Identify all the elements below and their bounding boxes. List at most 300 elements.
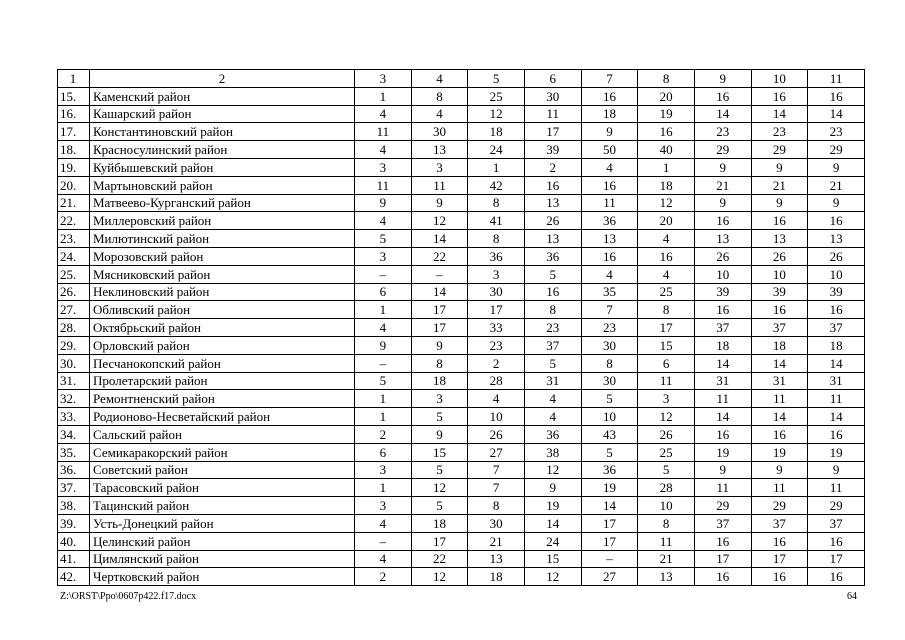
value-cell: 31 [694,372,751,390]
value-cell: 27 [468,443,525,461]
value-cell: 18 [468,123,525,141]
value-cell: 12 [411,212,468,230]
value-cell: 25 [638,283,695,301]
value-cell: 31 [808,372,865,390]
value-cell: 37 [808,319,865,337]
value-cell: 29 [808,497,865,515]
district-name-cell: Константиновский район [90,123,355,141]
row-number-cell: 20. [58,176,90,194]
table-row [58,479,865,497]
row-number-cell: 1 [58,70,90,88]
value-cell: 9 [411,336,468,354]
value-cell: 19 [638,105,695,123]
table-row [58,212,865,230]
value-cell: 13 [581,230,638,248]
value-cell: 5 [355,230,412,248]
value-cell: 17 [808,550,865,568]
value-cell: 39 [808,283,865,301]
value-cell: 14 [694,354,751,372]
value-cell: 17 [751,550,808,568]
value-cell: 19 [694,443,751,461]
value-cell: 19 [524,497,581,515]
value-cell: 4 [581,265,638,283]
value-cell: 26 [638,425,695,443]
district-name-cell: Ремонтненский район [90,390,355,408]
value-cell: 8 [638,70,695,88]
row-number-cell: 26. [58,283,90,301]
value-cell: 17 [411,301,468,319]
value-cell: 14 [694,408,751,426]
value-cell: 36 [581,212,638,230]
value-cell: 30 [581,372,638,390]
value-cell: 16 [581,176,638,194]
row-number-cell: 32. [58,390,90,408]
district-name-cell: Мартыновский район [90,176,355,194]
value-cell: 13 [524,230,581,248]
district-name-cell: 2 [90,70,355,88]
value-cell: 19 [808,443,865,461]
value-cell: 1 [355,390,412,408]
value-cell: 11 [751,479,808,497]
district-name-cell: Чертковский район [90,568,355,586]
value-cell: 9 [524,479,581,497]
value-cell: 42 [468,176,525,194]
row-number-cell: 21. [58,194,90,212]
value-cell: 16 [638,247,695,265]
row-number-cell: 15. [58,87,90,105]
row-number-cell: 35. [58,443,90,461]
value-cell: 8 [468,230,525,248]
table-row [58,230,865,248]
value-cell: 14 [581,497,638,515]
row-number-cell: 38. [58,497,90,515]
district-name-cell: Морозовский район [90,247,355,265]
row-number-cell: 16. [58,105,90,123]
value-cell: 11 [751,390,808,408]
value-cell: 26 [751,247,808,265]
value-cell: 8 [411,354,468,372]
value-cell: 29 [808,141,865,159]
value-cell: 21 [694,176,751,194]
value-cell: 36 [468,247,525,265]
value-cell: 18 [751,336,808,354]
value-cell: 17 [411,532,468,550]
value-cell: 10 [468,408,525,426]
value-cell: 18 [411,372,468,390]
row-number-cell: 24. [58,247,90,265]
value-cell: 23 [808,123,865,141]
value-cell: 5 [355,372,412,390]
value-cell: 10 [694,265,751,283]
table-row [58,408,865,426]
value-cell: 24 [468,141,525,159]
value-cell: 13 [524,194,581,212]
footer-page-number: 64 [847,591,857,602]
value-cell: 16 [581,87,638,105]
value-cell: 14 [751,105,808,123]
value-cell: 30 [468,514,525,532]
table-row [58,105,865,123]
value-cell: 30 [411,123,468,141]
table-row [58,247,865,265]
value-cell: 31 [524,372,581,390]
value-cell: 15 [638,336,695,354]
value-cell: 16 [808,87,865,105]
value-cell: 16 [638,123,695,141]
district-name-cell: Усть-Донецкий район [90,514,355,532]
value-cell: 1 [468,158,525,176]
value-cell: 12 [524,461,581,479]
district-name-cell: Куйбышевский район [90,158,355,176]
value-cell: 11 [808,390,865,408]
table-row [58,301,865,319]
value-cell: 12 [638,408,695,426]
table-row [58,497,865,515]
table-row [58,336,865,354]
value-cell: 16 [581,247,638,265]
row-number-cell: 40. [58,532,90,550]
value-cell: 5 [581,443,638,461]
row-number-cell: 25. [58,265,90,283]
value-cell: 8 [411,87,468,105]
value-cell: 38 [524,443,581,461]
value-cell: 13 [468,550,525,568]
value-cell: 4 [638,265,695,283]
value-cell: 14 [694,105,751,123]
value-cell: 14 [808,105,865,123]
value-cell: 5 [411,461,468,479]
value-cell: 11 [694,390,751,408]
value-cell: 16 [694,301,751,319]
value-cell: 19 [581,479,638,497]
value-cell: 9 [751,461,808,479]
value-cell: 17 [638,319,695,337]
value-cell: 36 [524,425,581,443]
value-cell: 4 [524,408,581,426]
value-cell: 11 [638,372,695,390]
value-cell: 3 [355,70,412,88]
value-cell: 5 [468,70,525,88]
value-cell: 19 [751,443,808,461]
value-cell: 1 [355,87,412,105]
value-cell: 16 [524,176,581,194]
row-number-cell: 37. [58,479,90,497]
value-cell: 12 [468,105,525,123]
value-cell: 9 [355,336,412,354]
value-cell: 9 [694,158,751,176]
value-cell: 30 [524,87,581,105]
value-cell: 39 [694,283,751,301]
value-cell: 11 [638,532,695,550]
value-cell: 4 [638,230,695,248]
value-cell: 4 [468,390,525,408]
district-name-cell: Неклиновский район [90,283,355,301]
value-cell: 26 [808,247,865,265]
row-number-cell: 23. [58,230,90,248]
row-number-cell: 18. [58,141,90,159]
value-cell: 3 [411,158,468,176]
value-cell: 11 [524,105,581,123]
table-row [58,550,865,568]
value-cell: 5 [638,461,695,479]
value-cell: 9 [694,194,751,212]
value-cell: 29 [751,141,808,159]
value-cell: 16 [808,425,865,443]
value-cell: 37 [751,514,808,532]
value-cell: 5 [411,497,468,515]
value-cell: 40 [638,141,695,159]
table-row [58,568,865,586]
value-cell: 16 [808,301,865,319]
table-row [58,532,865,550]
value-cell: 17 [411,319,468,337]
value-cell: 7 [468,479,525,497]
value-cell: 23 [581,319,638,337]
value-cell: 16 [694,568,751,586]
value-cell: 8 [581,354,638,372]
value-cell: 26 [468,425,525,443]
value-cell: 10 [638,497,695,515]
value-cell: 16 [751,87,808,105]
value-cell: 13 [751,230,808,248]
value-cell: 9 [581,123,638,141]
value-cell: 37 [694,514,751,532]
value-cell: 22 [411,247,468,265]
value-cell: 4 [355,514,412,532]
value-cell: 18 [468,568,525,586]
district-name-cell: Сальский район [90,425,355,443]
value-cell: 3 [638,390,695,408]
value-cell: 25 [638,443,695,461]
value-cell: 17 [524,123,581,141]
row-number-cell: 28. [58,319,90,337]
value-cell: 16 [694,425,751,443]
value-cell: 30 [581,336,638,354]
value-cell: 29 [751,497,808,515]
value-cell: 37 [524,336,581,354]
value-cell: 33 [468,319,525,337]
value-cell: 17 [468,301,525,319]
district-name-cell: Матвеево-Курганский район [90,194,355,212]
row-number-cell: 39. [58,514,90,532]
value-cell: 1 [638,158,695,176]
value-cell: 4 [355,141,412,159]
value-cell: 2 [468,354,525,372]
table-row [58,194,865,212]
value-cell: 4 [581,158,638,176]
value-cell: 23 [468,336,525,354]
value-cell: 17 [581,532,638,550]
value-cell: 16 [694,87,751,105]
value-cell: 4 [355,105,412,123]
row-number-cell: 42. [58,568,90,586]
value-cell: 1 [355,479,412,497]
value-cell: 14 [808,408,865,426]
value-cell: 7 [468,461,525,479]
value-cell: 3 [355,461,412,479]
row-number-cell: 36. [58,461,90,479]
value-cell: 18 [638,176,695,194]
table-row [58,141,865,159]
value-cell: 12 [411,479,468,497]
value-cell: 3 [411,390,468,408]
table-row [58,176,865,194]
footer-file-path: Z:\ORST\Ppo\0607p422.f17.docx [60,591,197,602]
value-cell: 11 [808,479,865,497]
value-cell: 18 [694,336,751,354]
value-cell: 8 [638,514,695,532]
value-cell: 16 [751,425,808,443]
value-cell: 28 [468,372,525,390]
row-number-cell: 17. [58,123,90,141]
table-row [58,265,865,283]
value-cell: 9 [694,461,751,479]
value-cell: 37 [694,319,751,337]
value-cell: 11 [694,479,751,497]
district-name-cell: Милютинский район [90,230,355,248]
value-cell: 22 [411,550,468,568]
district-name-cell: Советский район [90,461,355,479]
value-cell: 16 [808,532,865,550]
value-cell: 5 [524,354,581,372]
table-row [58,514,865,532]
value-cell: 6 [355,283,412,301]
value-cell: 11 [411,176,468,194]
value-cell: 17 [694,550,751,568]
value-cell: 8 [638,301,695,319]
table-row [58,443,865,461]
value-cell: 3 [355,497,412,515]
value-cell: 16 [808,212,865,230]
value-cell: 15 [411,443,468,461]
value-cell: 36 [581,461,638,479]
value-cell: 12 [411,568,468,586]
value-cell: 26 [694,247,751,265]
value-cell: 18 [411,514,468,532]
value-cell: 10 [808,265,865,283]
district-name-cell: Тарасовский район [90,479,355,497]
district-name-cell: Целинский район [90,532,355,550]
value-cell: 4 [524,390,581,408]
value-cell: 41 [468,212,525,230]
value-cell: 24 [524,532,581,550]
value-cell: 23 [694,123,751,141]
value-cell: 8 [468,497,525,515]
value-cell: 14 [808,354,865,372]
value-cell: 39 [751,283,808,301]
value-cell: 16 [751,568,808,586]
value-cell: 5 [411,408,468,426]
data-table [57,69,865,586]
row-number-cell: 30. [58,354,90,372]
value-cell: 20 [638,87,695,105]
table-header-row [58,70,865,88]
value-cell: 14 [751,354,808,372]
table-row [58,319,865,337]
table-row [58,87,865,105]
value-cell: 18 [581,105,638,123]
value-cell: 21 [751,176,808,194]
value-cell: – [355,532,412,550]
value-cell: 9 [808,194,865,212]
value-cell: 16 [694,532,751,550]
value-cell: 7 [581,301,638,319]
table-row [58,354,865,372]
value-cell: 4 [355,319,412,337]
table-row [58,461,865,479]
value-cell: 36 [524,247,581,265]
value-cell: 16 [808,568,865,586]
value-cell: 14 [751,408,808,426]
value-cell: 6 [355,443,412,461]
value-cell: 14 [411,283,468,301]
value-cell: 14 [524,514,581,532]
value-cell: 4 [355,212,412,230]
district-name-cell: Семикаракорский район [90,443,355,461]
value-cell: 27 [581,568,638,586]
row-number-cell: 29. [58,336,90,354]
value-cell: 10 [581,408,638,426]
value-cell: 16 [751,532,808,550]
district-name-cell: Мясниковский район [90,265,355,283]
value-cell: 23 [524,319,581,337]
value-cell: 25 [468,87,525,105]
value-cell: 8 [468,194,525,212]
value-cell: 17 [581,514,638,532]
value-cell: 13 [638,568,695,586]
value-cell: 39 [524,141,581,159]
value-cell: 2 [355,425,412,443]
district-name-cell: Октябрьский район [90,319,355,337]
row-number-cell: 27. [58,301,90,319]
value-cell: 21 [468,532,525,550]
value-cell: – [355,265,412,283]
district-name-cell: Пролетарский район [90,372,355,390]
row-number-cell: 34. [58,425,90,443]
value-cell: 12 [638,194,695,212]
value-cell: 5 [524,265,581,283]
value-cell: 26 [524,212,581,230]
value-cell: 21 [808,176,865,194]
value-cell: 16 [751,212,808,230]
value-cell: 14 [411,230,468,248]
value-cell: 7 [581,70,638,88]
value-cell: 13 [808,230,865,248]
district-name-cell: Родионово-Несветайский район [90,408,355,426]
value-cell: 35 [581,283,638,301]
value-cell: 9 [411,425,468,443]
table-row [58,372,865,390]
value-cell: – [355,354,412,372]
value-cell: 4 [355,550,412,568]
value-cell: 37 [751,319,808,337]
value-cell: 9 [751,194,808,212]
table-body [58,70,865,586]
value-cell: 9 [808,461,865,479]
district-name-cell: Орловский район [90,336,355,354]
value-cell: 1 [355,301,412,319]
district-name-cell: Обливский район [90,301,355,319]
value-cell: 9 [694,70,751,88]
table-row [58,390,865,408]
value-cell: 29 [694,497,751,515]
district-name-cell: Песчанокопский район [90,354,355,372]
value-cell: 3 [355,247,412,265]
value-cell: 18 [808,336,865,354]
value-cell: 12 [524,568,581,586]
value-cell: – [411,265,468,283]
value-cell: 16 [751,301,808,319]
